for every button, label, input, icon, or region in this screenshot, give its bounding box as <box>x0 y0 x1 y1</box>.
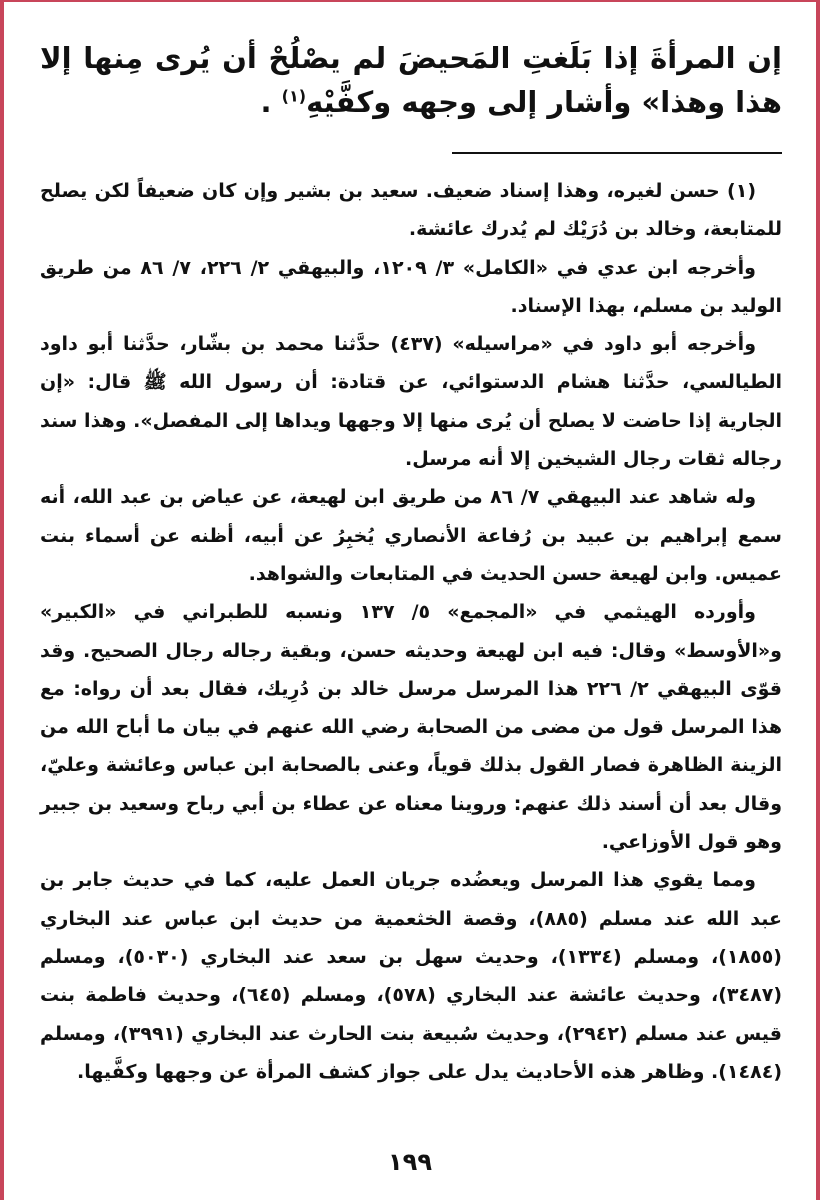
footnote-paragraph: (١) حسن لغيره، وهذا إسناد ضعيف. سعيد بن بشير وإن كان ضعيفاً لكن يصلح للمتابعة، وخالد بن دُرَيْك لم يُدرك عائشة. <box>40 180 782 241</box>
footnote-paragraph: وأخرجه أبو داود في «مراسيله» (٤٣٧) حدَّثنا محمد بن بشّار، حدَّثنا أبو داود الطيالسي، حدَّثنا هشام الدستوائي، عن قتادة: أن رسول الله ﷺ قال: «إن الجارية إذا حاضت لا يصلح أن يُرى منها إلا وجهها ويداها إلى المفصل». وهذا سند رجاله ثقات رجال الشيخين إلا أنه مرسل. <box>40 333 782 471</box>
main-hadith-text <box>40 36 782 124</box>
footnote-marker: (١) <box>281 86 307 106</box>
footnote-paragraph: وله شاهد عند البيهقي ٧/ ٨٦ من طريق ابن لهيعة، عن عياض بن عبد الله، أنه سمع إبراهيم بن عبيد بن رُفاعة الأنصاري يُخبِرُ عن أبيه، أظنه عن أسماء بنت عميس. وابن لهيعة حسن الحديث في المتابعات والشواهد. <box>40 486 782 585</box>
footnotes <box>40 172 782 1091</box>
footnote-paragraph: وأورده الهيثمي في «المجمع» ٥/ ١٣٧ ونسبه للطبراني في «الكبير» و«الأوسط» وقال: فيه ابن لهيعة وحديثه حسن، وبقية رجاله رجال الصحيح. وقد قوّى البيهقي ٢/ ٢٢٦ هذا المرسل مرسل خالد بن دُرِيك، فقال بعد أن رواه: مع هذا المرسل قول من مضى من الصحابة رضي الله عنهم في بيان ما أباح الله من الزينة الظاهرة فصار القول بذلك قوياً، وعنى بالصحابة ابن عباس وعائشة وعليّ، وقال بعد أن أسند ذلك عنهم: وروينا معناه عن عطاء بن أبي رباح وسعيد بن جبير وهو قول الأوزاعي. <box>40 601 782 854</box>
footnote-separator <box>452 152 782 154</box>
footnote-paragraph: ومما يقوي هذا المرسل ويعضُده جريان العمل عليه، كما في حديث جابر بن عبد الله عند مسلم (٨٨٥)، وقصة الخثعمية من حديث ابن عباس عند البخاري (١٨٥٥)، ومسلم (١٣٣٤)، وحديث سهل بن سعد عند البخاري (٥٠٣٠)، ومسلم (٣٤٨٧)، وحديث عائشة عند البخاري (٥٧٨)، ومسلم (٦٤٥)، وحديث فاطمة بنت قيس عند مسلم (٢٩٤٢)، وحديث سُبيعة بنت الحارث عند البخاري (٣٩٩١)، ومسلم (١٤٨٤). وظاهر هذه الأحاديث يدل على جواز كشف المرأة عن وجهها وكفَّيها. <box>40 869 782 1083</box>
page-number: ١٩٩ <box>388 1148 432 1176</box>
book-page <box>40 36 782 1091</box>
main-text: إن المرأةَ إذا بَلَغتِ المَحيضَ لم يصْلُحْ أن يُرى مِنها إلا هذا وهذا» وأشار إلى وجهه وكفَّيْهِ <box>40 41 782 119</box>
main-end: . <box>260 85 282 119</box>
footnote-paragraph: وأخرجه ابن عدي في «الكامل» ٣/ ١٢٠٩، والبيهقي ٢/ ٢٢٦، ٧/ ٨٦ من طريق الوليد بن مسلم، بهذا الإسناد. <box>40 256 782 317</box>
